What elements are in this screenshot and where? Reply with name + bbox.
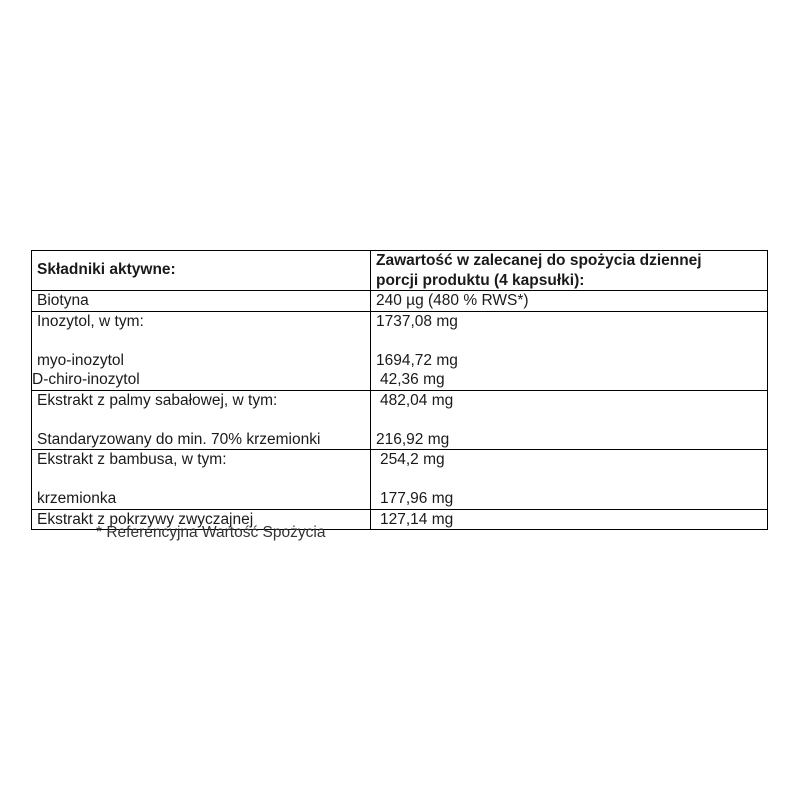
amount-cell <box>371 390 768 450</box>
table-row-biotin <box>32 291 768 312</box>
ingredient-sub: myo-inozytol <box>37 351 124 369</box>
amount-sub: 1694,72 mg <box>376 351 458 369</box>
ingredients-table <box>31 250 768 530</box>
footnote: * Referencyjna Wartość Spożycia <box>96 524 326 541</box>
amount-cell: 240 µg (480 % RWS*) <box>371 291 768 312</box>
header-ingredients: Składniki aktywne: <box>32 251 371 291</box>
ingredient-cell <box>32 390 371 450</box>
amount-main: 1737,08 mg <box>376 312 458 330</box>
ingredient-sub: Standaryzowany do min. 70% krzemionki <box>37 430 321 448</box>
ingredient-sub: krzemionka <box>37 490 117 507</box>
amount-main: 254,2 mg <box>380 451 445 468</box>
ingredient-sub: D-chiro-inozytol <box>32 371 140 388</box>
ingredient-cell: Biotyna <box>32 291 371 312</box>
ingredient-main: Ekstrakt z palmy sabałowej, w tym: <box>37 391 278 409</box>
table-row-bamboo <box>32 450 768 510</box>
amount-cell: 127,14 mg <box>371 509 768 530</box>
ingredient-main: Inozytol, w tym: <box>37 312 144 330</box>
table-row-saw-palmetto <box>32 390 768 450</box>
header-content-line2: porcji produktu (4 kapsułki): <box>376 271 585 289</box>
header-content-line1: Zawartość w zalecanej do spożycia dziennej <box>376 252 702 269</box>
amount-sub: 216,92 mg <box>376 430 450 448</box>
amount-cell <box>371 311 768 390</box>
ingredient-cell: Ekstrakt z pokrzywy zwyczajnej <box>32 509 371 530</box>
ingredient-cell <box>32 311 371 390</box>
amount-sub: 177,96 mg <box>380 490 454 507</box>
amount-cell <box>371 450 768 510</box>
ingredient-main: Ekstrakt z bambusa, w tym: <box>37 451 227 468</box>
ingredient-cell <box>32 450 371 510</box>
table-row-inositol <box>32 311 768 390</box>
table-header-row <box>32 251 768 291</box>
amount-sub: 42,36 mg <box>380 371 445 388</box>
amount-main: 482,04 mg <box>380 391 454 409</box>
header-content <box>371 251 768 291</box>
